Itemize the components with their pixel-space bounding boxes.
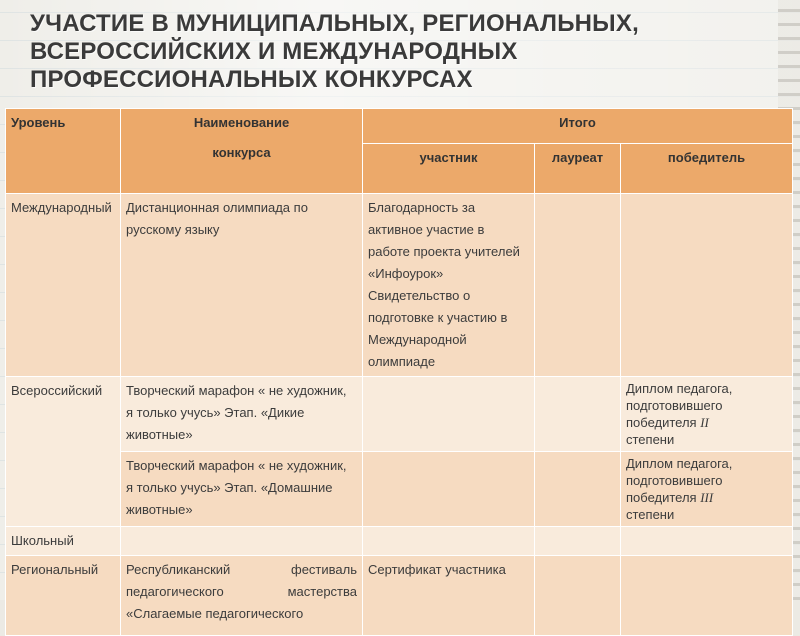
cell-level: Всероссийский bbox=[6, 377, 121, 527]
table-row-regional bbox=[6, 556, 793, 636]
cell-winner bbox=[621, 556, 793, 636]
title-line-2: ВСЕРОССИЙСКИХ И МЕЖДУНАРОДНЫХ bbox=[30, 38, 518, 65]
cell-laureate bbox=[535, 527, 621, 556]
header-level: Уровень bbox=[6, 109, 121, 194]
header-participant: участник bbox=[363, 144, 535, 194]
table-row-allrussian-1 bbox=[6, 377, 793, 452]
header-laureate: лауреат bbox=[535, 144, 621, 194]
cell-participant bbox=[363, 377, 535, 452]
contests-table bbox=[5, 108, 793, 636]
cell-contest: Дистанционная олимпиада по русскому языку bbox=[121, 194, 363, 377]
cell-winner bbox=[621, 527, 793, 556]
header-winner: победитель bbox=[621, 144, 793, 194]
slide-title bbox=[30, 10, 750, 94]
roman-numeral: III bbox=[700, 490, 714, 505]
header-contest-name: Наименование конкурса bbox=[121, 109, 363, 194]
cell-contest: Творческий марафон « не художник, я только учусь» Этап. «Домашние животные» bbox=[121, 452, 363, 527]
cell-winner bbox=[621, 194, 793, 377]
cell-participant: Благодарность за активное участие в работе проекта учителей «Инфоурок» Свидетельство о подготовке к участию в Международной олимпиаде bbox=[363, 194, 535, 377]
title-line-1: УЧАСТИЕ В МУНИЦИПАЛЬНЫХ, РЕГИОНАЛЬНЫХ, bbox=[30, 10, 639, 37]
roman-numeral: II bbox=[700, 415, 709, 430]
cell-level: Школьный bbox=[6, 527, 121, 556]
cell-level: Региональный bbox=[6, 556, 121, 636]
table-row-school bbox=[6, 527, 793, 556]
cell-laureate bbox=[535, 452, 621, 527]
table-row-allrussian-2 bbox=[6, 452, 793, 527]
cell-participant bbox=[363, 527, 535, 556]
cell-laureate bbox=[535, 377, 621, 452]
cell-participant: Сертификат участника bbox=[363, 556, 535, 636]
cell-winner: Диплом педагога, подготовившего победителя III степени bbox=[621, 452, 793, 527]
cell-laureate bbox=[535, 194, 621, 377]
title-line-3: ПРОФЕССИОНАЛЬНЫХ КОНКУРСАХ bbox=[30, 66, 473, 93]
cell-contest: Республиканский фестиваль педагогического мастерства «Слагаемые педагогического bbox=[121, 556, 363, 636]
cell-participant bbox=[363, 452, 535, 527]
cell-level: Международный bbox=[6, 194, 121, 377]
header-total: Итого bbox=[363, 109, 793, 144]
cell-contest bbox=[121, 527, 363, 556]
table-row-international bbox=[6, 194, 793, 377]
cell-laureate bbox=[535, 556, 621, 636]
cell-winner: Диплом педагога, подготовившего победителя II степени bbox=[621, 377, 793, 452]
cell-contest: Творческий марафон « не художник, я только учусь» Этап. «Дикие животные» bbox=[121, 377, 363, 452]
